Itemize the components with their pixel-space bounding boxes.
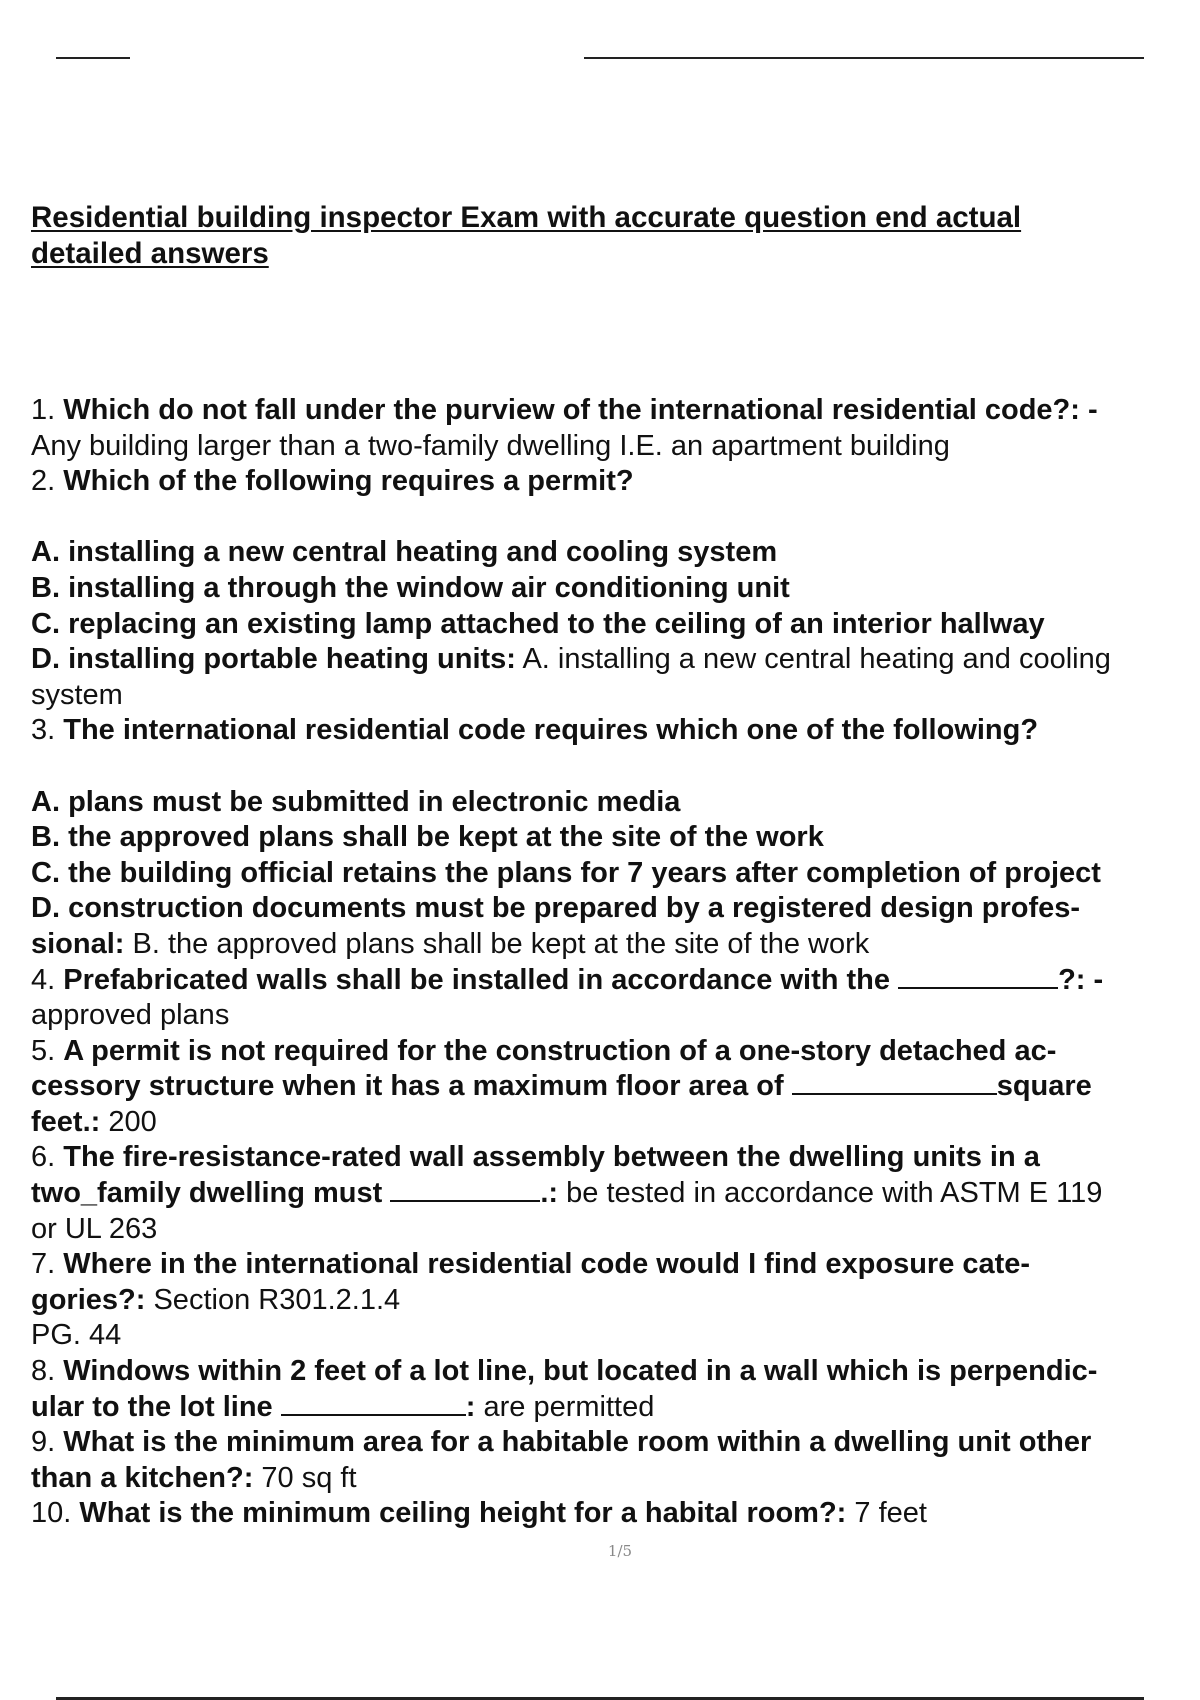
- question-text: ular to the lot line: [31, 1390, 273, 1423]
- option-letter: D.: [31, 643, 60, 676]
- answer-7: Section R301.2.1.4: [153, 1283, 401, 1316]
- answer-2: A. installing a new central heating and cooling: [522, 643, 1111, 676]
- option-text: replacing an existing lamp attached to the ceiling of an interior hallway: [68, 607, 1045, 640]
- option-3b: [31, 820, 1200, 856]
- option-2c: [31, 607, 1200, 643]
- question-text: What is the minimum ceiling height for a habital room?:: [79, 1497, 847, 1530]
- option-letter: A.: [31, 785, 60, 818]
- question-6: [31, 1140, 1200, 1176]
- title-line-2: detailed answers: [31, 236, 269, 270]
- question-text-end: .:: [540, 1177, 559, 1210]
- question-text: The international residential code requires which one of the following?: [63, 714, 1039, 747]
- question-8: [31, 1354, 1200, 1390]
- option-letter: B.: [31, 821, 60, 854]
- option-text: the approved plans shall be kept at the site of the work: [68, 821, 824, 854]
- question-text: Where in the international residential code would I find exposure cate-: [63, 1248, 1031, 1281]
- option-3c: [31, 856, 1200, 892]
- question-text: The fire-resistance-rated wall assembly between the dwelling units in a: [63, 1141, 1040, 1174]
- question-9: [31, 1425, 1200, 1461]
- answer-10: 7 feet: [854, 1497, 927, 1530]
- question-text-end: :: [465, 1390, 476, 1423]
- fill-in-blank: [792, 1069, 997, 1095]
- question-8-continued: [31, 1390, 1200, 1426]
- option-text: the building official retains the plans for 7 years after completion of project: [68, 856, 1101, 889]
- question-number: 2.: [31, 465, 56, 498]
- fill-in-blank: [898, 963, 1058, 989]
- question-text: feet.:: [31, 1105, 101, 1138]
- question-number: 10.: [31, 1497, 72, 1530]
- page-number: 1/5: [607, 1542, 633, 1560]
- fill-in-blank: [281, 1390, 466, 1416]
- question-number: 7.: [31, 1248, 56, 1281]
- answer-6-continued: or UL 263: [31, 1212, 158, 1245]
- option-3a: [31, 785, 1200, 821]
- question-2: [31, 464, 1200, 500]
- question-text: What is the minimum area for a habitable room within a dwelling unit other: [63, 1426, 1092, 1459]
- option-letter: C.: [31, 856, 60, 889]
- fill-in-blank: [390, 1176, 540, 1202]
- question-7-continued: [31, 1283, 1200, 1319]
- question-text: cessory structure when it has a maximum floor area of: [31, 1070, 784, 1103]
- answer-9: 70 sq ft: [261, 1461, 357, 1494]
- question-text: two_family dwelling must: [31, 1177, 383, 1210]
- question-number: 1.: [31, 394, 56, 426]
- question-number: 4.: [31, 963, 56, 996]
- option-text: sional:: [31, 927, 125, 960]
- option-text: installing a new central heating and cooling system: [68, 536, 778, 569]
- answer-1: Any building larger than a two-family dwelling I.E. an apartment building: [31, 429, 950, 462]
- question-6-continued: [31, 1176, 1200, 1212]
- question-list: [31, 393, 1200, 1532]
- question-5-continued: [31, 1069, 1200, 1105]
- question-number: 8.: [31, 1355, 56, 1388]
- option-letter: C.: [31, 607, 60, 640]
- option-3d-continued: [31, 927, 1200, 963]
- spacer: [31, 500, 1200, 536]
- question-text: Which do not fall under the purview of the international residential code?: -: [63, 394, 1098, 426]
- answer-8: are permitted: [483, 1390, 655, 1423]
- question-number: 5.: [31, 1034, 56, 1067]
- option-letter: B.: [31, 571, 60, 604]
- header-rule-left: [56, 57, 130, 59]
- spacer: [31, 749, 1200, 785]
- question-number: 6.: [31, 1141, 56, 1174]
- question-text: gories?:: [31, 1283, 146, 1316]
- question-4: [31, 963, 1200, 999]
- question-text: than a kitchen?:: [31, 1461, 254, 1494]
- question-1: [31, 393, 1200, 429]
- question-text-end: square: [996, 1070, 1092, 1103]
- option-2b: [31, 571, 1200, 607]
- question-5: [31, 1034, 1200, 1070]
- answer-7-continued: PG. 44: [31, 1319, 122, 1352]
- question-text-end: ?: -: [1058, 963, 1104, 996]
- option-2a: [31, 535, 1200, 571]
- question-7: [31, 1247, 1200, 1283]
- document-title: [31, 199, 1171, 270]
- option-text: construction documents must be prepared by a registered design profes-: [68, 892, 1081, 925]
- question-text: Windows within 2 feet of a lot line, but located in a wall which is perpendic-: [63, 1355, 1098, 1388]
- question-text: Which of the following requires a permit?: [63, 465, 634, 498]
- option-3d: [31, 891, 1200, 927]
- answer-3: B. the approved plans shall be kept at the site of the work: [132, 927, 870, 960]
- title-line-1: Residential building inspector Exam with accurate question end actual: [31, 201, 1022, 234]
- header-rule-right: [584, 57, 1144, 59]
- option-letter: D.: [31, 892, 60, 925]
- question-number: 3.: [31, 714, 56, 747]
- option-text: installing portable heating units:: [68, 643, 516, 676]
- question-10: [31, 1496, 1200, 1532]
- question-text: Prefabricated walls shall be installed in accordance with the: [63, 963, 891, 996]
- question-3: [31, 713, 1200, 749]
- option-letter: A.: [31, 536, 60, 569]
- option-2d: [31, 642, 1200, 678]
- question-5-end: [31, 1105, 1200, 1141]
- answer-6: be tested in accordance with ASTM E 119: [566, 1177, 1103, 1210]
- question-9-continued: [31, 1461, 1200, 1497]
- answer-4: approved plans: [31, 999, 230, 1032]
- question-number: 9.: [31, 1426, 56, 1459]
- question-text: A permit is not required for the construction of a one-story detached ac-: [63, 1034, 1057, 1067]
- answer-5: 200: [108, 1105, 157, 1138]
- option-text: installing a through the window air conditioning unit: [68, 571, 790, 604]
- option-text: plans must be submitted in electronic media: [68, 785, 681, 818]
- answer-2-continued: system: [31, 678, 123, 711]
